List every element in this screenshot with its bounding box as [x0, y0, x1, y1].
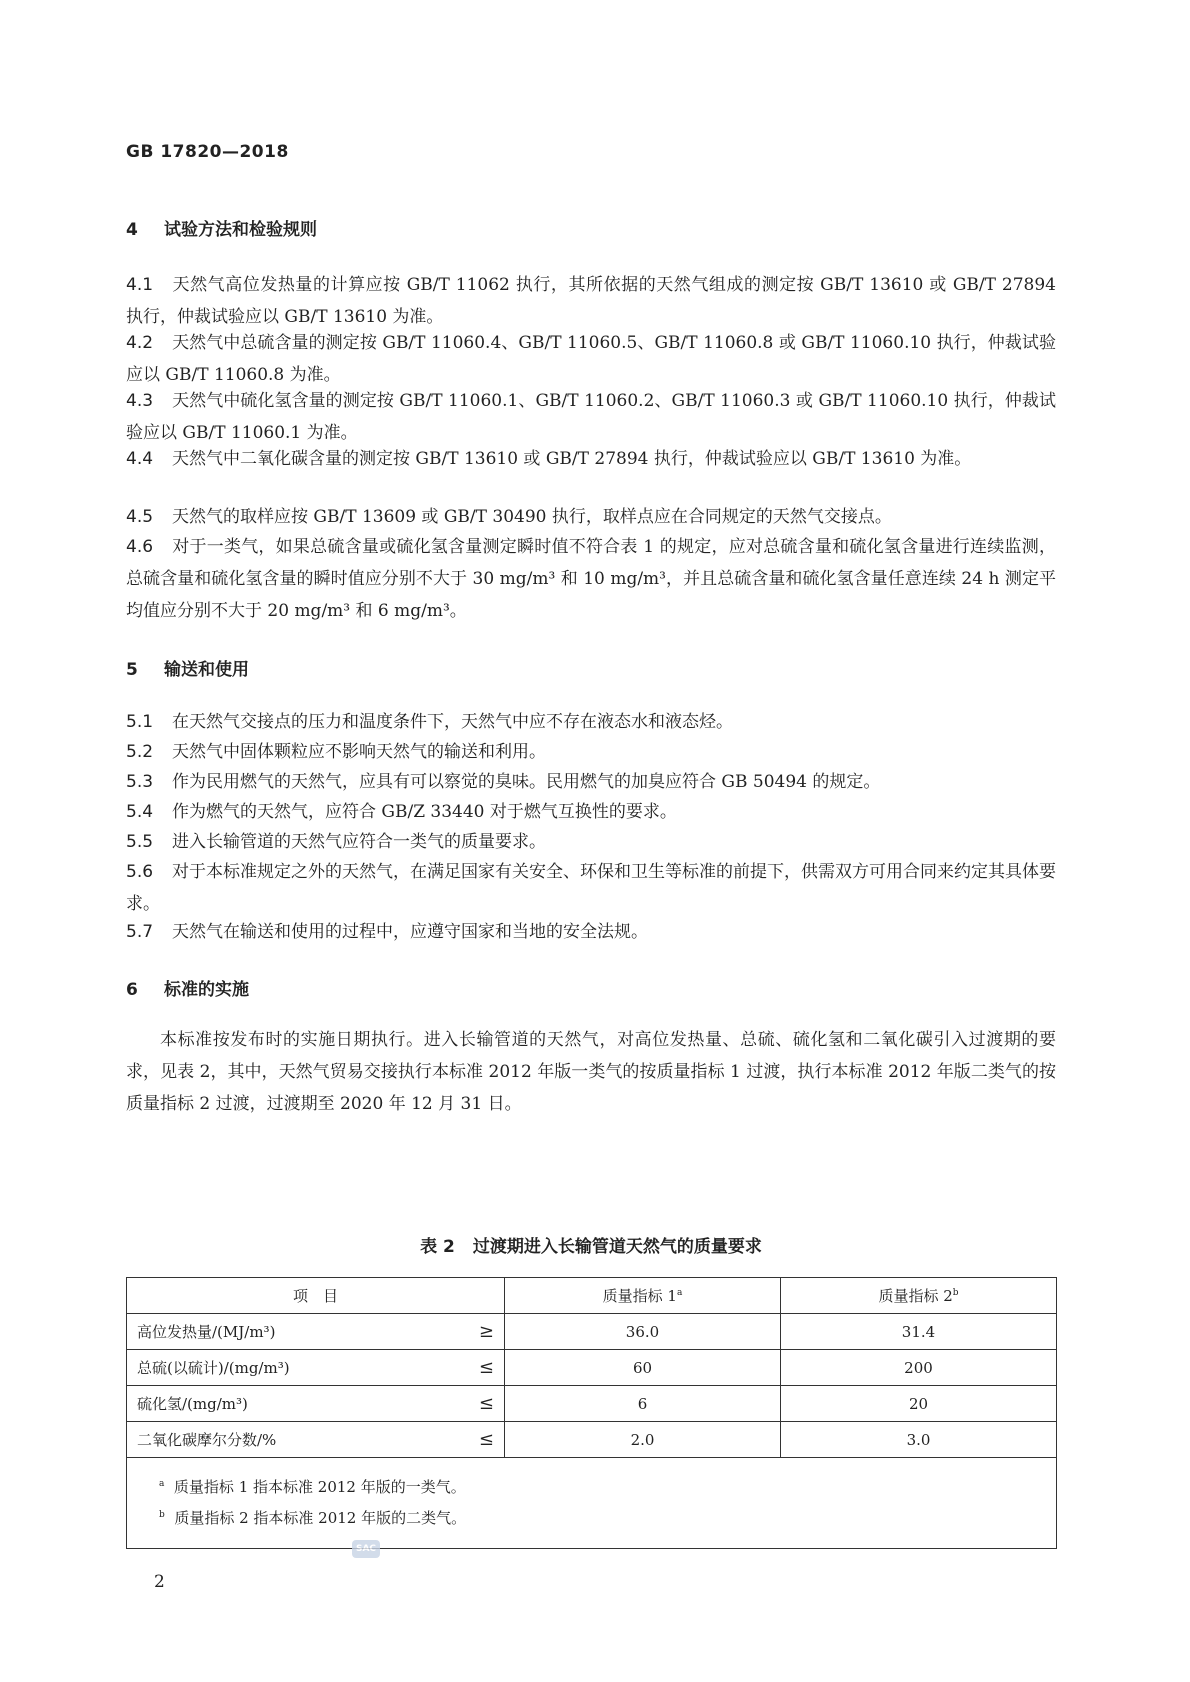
- clause-5-3: 5.3 作为民用燃气的天然气，应具有可以察觉的臭味。民用燃气的加臭应符合 GB 50494 的规定。: [126, 772, 881, 792]
- section-heading-4: 4 试验方法和检验规则: [126, 220, 317, 240]
- table-caption: 表 2 过渡期进入长输管道天然气的质量要求: [420, 1237, 762, 1257]
- document-code: GB 17820—2018: [126, 142, 289, 162]
- row-comparator: ≤: [454, 1386, 505, 1422]
- table-footnotes: [127, 1458, 1057, 1549]
- clause-4-1: 4.1 天然气高位发热量的计算应按 GB/T 11062 执行，其所依据的天然气组成的测定按 GB/T 13610 或 GB/T 27894 执行，仲裁试验应以 GB/T 13610 为准。: [126, 275, 1056, 327]
- footnote-b: $^b$ 质量指标 2 指本标准 2012 年版的二类气。: [159, 1509, 467, 1527]
- row-value-2: 3.0: [781, 1422, 1057, 1458]
- clause-5-7: 5.7 天然气在输送和使用的过程中，应遵守国家和当地的安全法规。: [126, 922, 648, 942]
- section-heading-6: 6 标准的实施: [126, 980, 249, 1000]
- row-value-2: 20: [781, 1386, 1057, 1422]
- row-value-2: 31.4: [781, 1314, 1057, 1350]
- row-name: 高位发热量/(MJ/m³): [127, 1314, 455, 1350]
- row-value-1: 60: [505, 1350, 781, 1386]
- clause-4-4: 4.4 天然气中二氧化碳含量的测定按 GB/T 13610 或 GB/T 27894 执行，仲裁试验应以 GB/T 13610 为准。: [126, 449, 972, 469]
- table-header-row: [127, 1278, 1057, 1314]
- row-name: 硫化氢/(mg/m³): [127, 1386, 455, 1422]
- clause-5-2: 5.2 天然气中固体颗粒应不影响天然气的输送和利用。: [126, 742, 546, 762]
- clause-4-5: 4.5 天然气的取样应按 GB/T 13609 或 GB/T 30490 执行，取样点应在合同规定的天然气交接点。: [126, 507, 892, 527]
- row-name: 总硫(以硫计)/(mg/m³): [127, 1350, 455, 1386]
- clause-4-6: 4.6 对于一类气，如果总硫含量或硫化氢含量测定瞬时值不符合表 1 的规定，应对总硫含量和硫化氢含量进行连续监测，总硫含量和硫化氢含量的瞬时值应分别不大于 30 mg/m³ 和 10 mg/m³，并且总硫含量和硫化氢含量任意连续 24 h 测定平均值应分别不大于 20 mg/m³ 和 6 mg/m³。: [126, 537, 1056, 621]
- table-row: [127, 1314, 1057, 1350]
- row-value-2: 200: [781, 1350, 1057, 1386]
- header-col2: 质量指标 2$^b$: [781, 1278, 1057, 1314]
- sac-logo-icon: SAC: [352, 1540, 380, 1558]
- table-row: [127, 1386, 1057, 1422]
- clause-4-2: 4.2 天然气中总硫含量的测定按 GB/T 11060.4、GB/T 11060.5、GB/T 11060.8 或 GB/T 11060.10 执行，仲裁试验应以 GB/T 11060.8 为准。: [126, 333, 1056, 385]
- row-comparator: ≤: [454, 1350, 505, 1386]
- footnote-a: $^a$ 质量指标 1 指本标准 2012 年版的一类气。: [159, 1478, 466, 1496]
- clause-5-6: 5.6 对于本标准规定之外的天然气，在满足国家有关安全、环保和卫生等标准的前提下，供需双方可用合同来约定其具体要求。: [126, 862, 1056, 914]
- clause-5-4: 5.4 作为燃气的天然气，应符合 GB/Z 33440 对于燃气互换性的要求。: [126, 802, 677, 822]
- row-comparator: ≥: [454, 1314, 505, 1350]
- clause-5-1: 5.1 在天然气交接点的压力和温度条件下，天然气中应不存在液态水和液态烃。: [126, 712, 733, 732]
- header-col1: 质量指标 1$^a$: [505, 1278, 781, 1314]
- row-value-1: 6: [505, 1386, 781, 1422]
- row-value-1: 2.0: [505, 1422, 781, 1458]
- clause-5-5: 5.5 进入长输管道的天然气应符合一类气的质量要求。: [126, 832, 546, 852]
- header-item: 项 目: [127, 1278, 505, 1314]
- table-row: [127, 1350, 1057, 1386]
- quality-table: [126, 1277, 1057, 1549]
- section-heading-5: 5 输送和使用: [126, 660, 249, 680]
- clause-4-3: 4.3 天然气中硫化氢含量的测定按 GB/T 11060.1、GB/T 11060.2、GB/T 11060.3 或 GB/T 11060.10 执行，仲裁试验应以 GB/T 11060.1 为准。: [126, 391, 1056, 443]
- row-value-1: 36.0: [505, 1314, 781, 1350]
- table-footnote-row: [127, 1458, 1057, 1549]
- row-comparator: ≤: [454, 1422, 505, 1458]
- table-row: [127, 1422, 1057, 1458]
- row-name: 二氧化碳摩尔分数/%: [127, 1422, 455, 1458]
- page-number: 2: [154, 1572, 165, 1592]
- implementation-paragraph: 本标准按发布时的实施日期执行。进入长输管道的天然气，对高位发热量、总硫、硫化氢和二氧化碳引入过渡期的要求，见表 2，其中，天然气贸易交接执行本标准 2012 年版一类气的按质量指标 1 过渡，执行本标准 2012 年版二类气的按质量指标 2 过渡，过渡期至 2020 年 12 月 31 日。: [126, 1030, 1056, 1114]
